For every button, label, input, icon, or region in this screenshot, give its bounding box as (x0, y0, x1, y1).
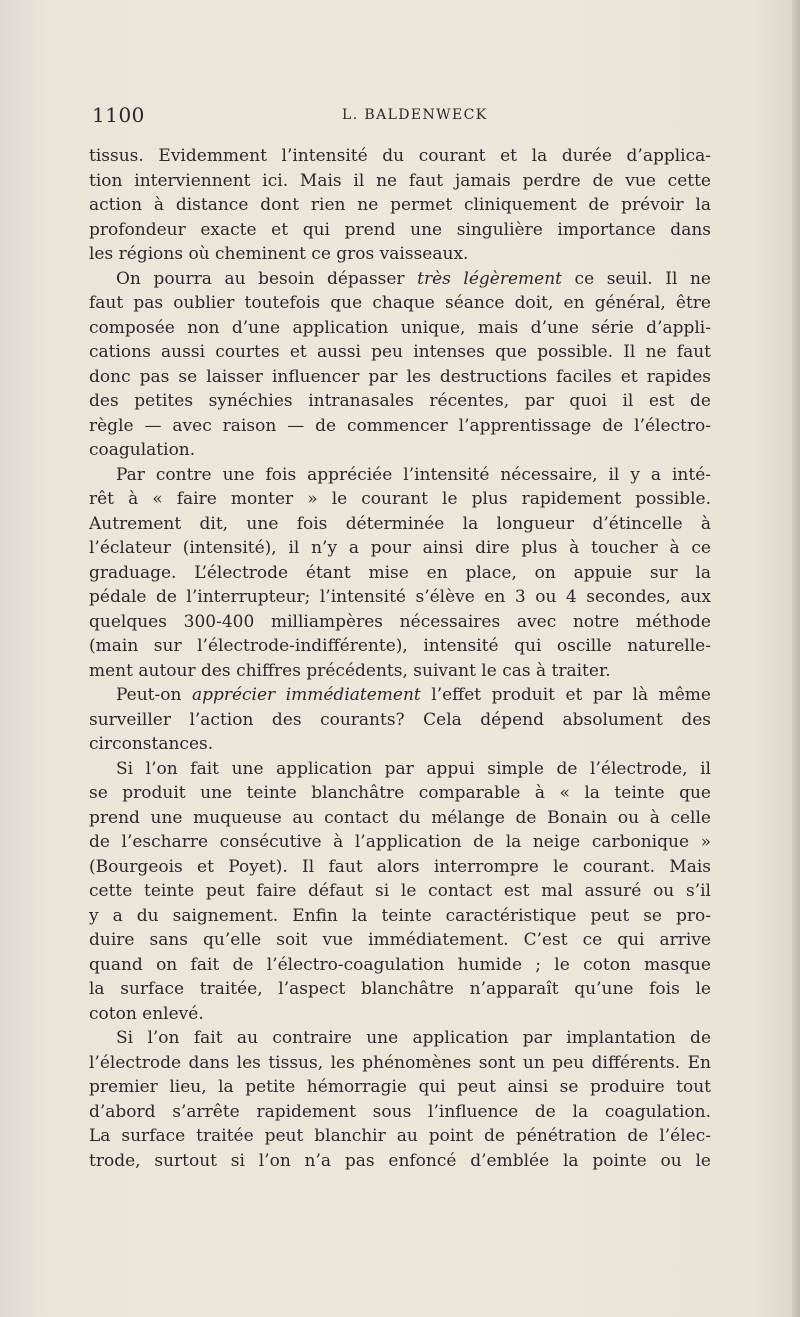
text-line: trode, surtout si l’on n’a pas enfoncé d’emblée la pointe ou le (89, 1150, 711, 1171)
text-line: (Bourgeois et Poyet). Il faut alors interrompre le courant. Mais (89, 856, 711, 877)
text-line: l’électrode dans les tissus, les phénomènes sont un peu différents. En (89, 1052, 711, 1073)
text-line: faut pas oublier toutefois que chaque séance doit, en général, être (89, 293, 711, 313)
text-line: la surface traitée, l’aspect blanchâtre n’apparaît qu’une fois le (89, 979, 711, 999)
text-line: de l’escharre consécutive à l’application de la neige carbonique » (89, 832, 711, 852)
text-line: règle — avec raison — de commencer l’apprentissage de l’électro- (89, 415, 711, 436)
text-line: se produit une teinte blanchâtre comparable à « la teinte que (89, 783, 711, 803)
text-span: On pourra au besoin dépasser (116, 268, 418, 289)
text-line: donc pas se laisser influencer par les destructions faciles et rapides (89, 366, 711, 387)
text-line: action à distance dont rien ne permet cliniquement de prévoir la (89, 195, 711, 215)
text-line: Par contre une fois appréciée l’intensité nécessaire, il y a inté- (116, 464, 711, 485)
text-line: duire sans qu’elle soit vue immédiatement. C’est ce qui arrive (89, 930, 711, 950)
page-number: 1100 (92, 103, 145, 127)
text-line: tissus. Evidemment l’intensité du courant et la durée d’applica- (89, 146, 711, 166)
running-head-author: L. BALDENWECK (342, 107, 488, 123)
text-span: ce seuil. Il ne (562, 268, 711, 289)
text-line: surveiller l’action des courants? Cela dépend absolument des (89, 709, 711, 730)
page-edge (792, 0, 800, 1317)
text-line: rêt à « faire monter » le courant le plus rapidement possible. (89, 489, 711, 509)
text-line: graduage. L’électrode étant mise en place, on appuie sur la (89, 562, 711, 583)
italic-text: apprécier immédiatement (191, 685, 421, 705)
running-head (92, 103, 712, 129)
text-line: composée non d’une application unique, mais d’une série d’appli- (89, 317, 711, 338)
text-line: ment autour des chiffres précédents, suivant le cas à traiter. (89, 660, 611, 681)
text-line: circonstances. (89, 734, 214, 754)
text-line: cette teinte peut faire défaut si le contact est mal assuré ou s’il (89, 881, 711, 901)
text-line: premier lieu, la petite hémorragie qui peut ainsi se produire tout (89, 1077, 711, 1097)
text-line: tion interviennent ici. Mais il ne faut jamais perdre de vue cette (89, 170, 711, 191)
text-line: cations aussi courtes et aussi peu intenses que possible. Il ne faut (89, 342, 711, 362)
text-line: Autrement dit, une fois déterminée la longueur d’étincelle à (89, 513, 711, 534)
text-line: (main sur l’électrode-indifférente), intensité qui oscille naturelle- (89, 636, 711, 656)
text-line: quand on fait de l’électro-coagulation humide ; le coton masque (89, 954, 711, 975)
text-line (89, 267, 711, 292)
text-line: prend une muqueuse au contact du mélange de Bonain ou à celle (89, 807, 711, 828)
text-line: profondeur exacte et qui prend une singulière importance dans (89, 219, 711, 240)
text-span: Peut-on (116, 685, 192, 705)
text-line: y a du saignement. Enfin la teinte caractéristique peut se pro- (89, 905, 711, 926)
text-span: l’effet produit et par là même (420, 685, 711, 705)
text-line: Si l’on fait au contraire une application par implantation de (116, 1028, 711, 1048)
text-line: coagulation. (89, 440, 196, 460)
text-line: les régions où cheminent ce gros vaisseaux. (89, 244, 469, 264)
text-line: pédale de l’interrupteur; l’intensité s’élève en 3 ou 4 secondes, aux (89, 587, 711, 607)
body-text (89, 144, 711, 1173)
text-line: coton enlevé. (89, 1003, 204, 1024)
text-line: d’abord s’arrête rapidement sous l’influence de la coagulation. (89, 1101, 711, 1122)
italic-text: très légèrement (417, 268, 562, 289)
text-line: des petites synéchies intranasales récentes, par quoi il est de (89, 391, 711, 411)
text-line: La surface traitée peut blanchir au point de pénétration de l’élec- (89, 1126, 711, 1146)
text-line: quelques 300-400 milliampères nécessaires avec notre méthode (89, 611, 711, 632)
text-line: l’éclateur (intensité), il n’y a pour ainsi dire plus à toucher à ce (89, 538, 711, 558)
text-line: Si l’on fait une application par appui simple de l’électrode, il (116, 758, 711, 779)
text-line (89, 683, 711, 708)
